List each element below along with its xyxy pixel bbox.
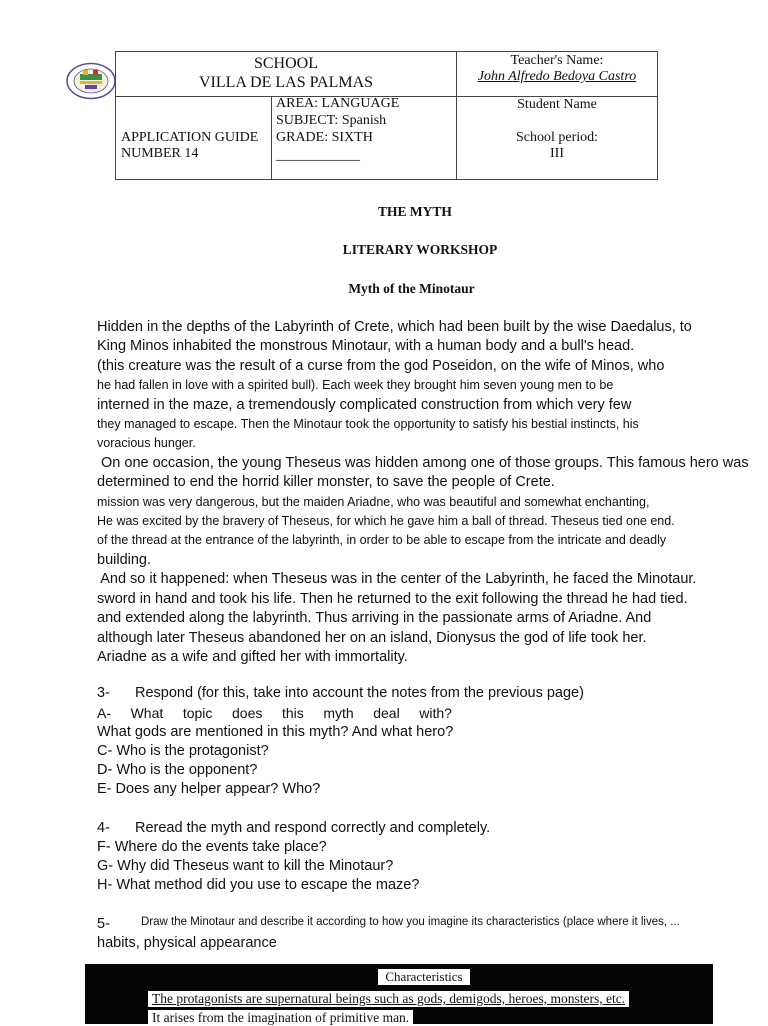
section3-heading: Respond (for this, take into account the notes from the previous page) (135, 685, 584, 701)
story-line: of the thread at the entrance of the labyrinth, in order to be able to escape from the intricate and deadly (97, 533, 667, 548)
period-label: School period: (515, 130, 599, 145)
story-line: Hidden in the depths of the Labyrinth of Crete, which had been built by the wise Daedalus, to (97, 319, 692, 335)
story-line: sword in hand and took his life. Then he returned to the exit following the thread he had tied. (97, 590, 688, 607)
question-b: What gods are mentioned in this myth? And what hero? (97, 724, 454, 740)
question-g: G- Why did Theseus want to kill the Minotaur? (97, 858, 394, 874)
characteristics-line: The protagonists are supernatural beings such as gods, demigods, heroes, monsters, etc. (148, 991, 629, 1007)
question-a-word: deal (373, 705, 400, 721)
section5-number: 5- (97, 916, 110, 932)
story-line: mission was very dangerous, but the maiden Ariadne, who was beautiful and somewhat enchanting, (97, 494, 650, 509)
title-minotaur: Myth of the Minotaur (348, 281, 475, 296)
question-e: E- Does any helper appear? Who? (97, 781, 321, 797)
story-line: (this creature was the result of a curse from the god Poseidon, on the wife of Minos, who (97, 357, 665, 374)
question-a-word: with? (419, 705, 452, 721)
school-name: VILLA DE LAS PALMAS (198, 74, 374, 91)
story-line: Ariadne as a wife and gifted her with immortality. (97, 648, 408, 665)
question-a-word: topic (182, 705, 213, 721)
question-c: C- Who is the protagonist? (97, 743, 269, 759)
section5-line2: habits, physical appearance (97, 935, 277, 951)
table-divider (271, 96, 272, 180)
story-line: interned in the maze, a tremendously complicated construction from which very few (97, 396, 632, 413)
story-line: he had fallen in love with a spirited bull). Each week they brought him seven young men to be (97, 378, 614, 393)
section5-heading: Draw the Minotaur and describe it according to how you imagine its characteristics (place where it lives, ... (141, 916, 680, 928)
question-d: D- Who is the opponent? (97, 762, 258, 778)
story-line: King Minos inhabited the monstrous Minotaur, with a human body and a bull's head. (97, 338, 635, 355)
section4-heading: Reread the myth and respond correctly and completely. (135, 820, 491, 836)
question-a-word: does (232, 705, 263, 721)
blank-line: ____________ (276, 148, 360, 163)
story-line: determined to end the horrid killer monster, to save the people of Crete. (97, 474, 555, 491)
school-label: SCHOOL (253, 55, 318, 72)
school-crest-icon (66, 62, 116, 100)
period-value: III (550, 146, 564, 161)
story-line: And so it happened: when Theseus was in the center of the Labyrinth, he faced the Minotaur. (97, 571, 697, 588)
characteristics-line: It arises from the imagination of primitive man. (148, 1010, 413, 1026)
guide-number: NUMBER 14 (121, 146, 199, 161)
question-a (97, 705, 452, 721)
header-table (115, 51, 658, 180)
title-myth: THE MYTH (378, 204, 452, 219)
story-line: On one occasion, the young Theseus was hidden among one of those groups. This famous hero was (97, 454, 749, 471)
story-line: He was excited by the bravery of Theseus, for which he gave him a ball of thread. Theseus tied one end. (97, 514, 675, 529)
story-line: voracious hunger. (97, 436, 196, 451)
title-workshop: LITERARY WORKSHOP (342, 242, 498, 257)
myth-story (97, 318, 757, 667)
guide-label: APPLICATION GUIDE (121, 130, 259, 145)
grade-text: GRADE: SIXTH (276, 130, 373, 145)
teacher-label: Teacher's Name: (510, 53, 604, 68)
story-line: and extended along the labyrinth. Thus arriving in the passionate arms of Ariadne. And (97, 610, 652, 627)
question-a-word: this (281, 705, 304, 721)
story-line: building. (97, 551, 152, 568)
question-a-label: A- (97, 705, 111, 721)
characteristics-title: Characteristics (378, 969, 470, 985)
story-line: they managed to escape. Then the Minotaur took the opportunity to satisfy his bestial instincts, his (97, 417, 639, 432)
student-label: Student Name (517, 97, 597, 112)
story-line: although later Theseus abandoned her on an island, Dionysus the god of life took her. (97, 629, 647, 646)
section3-number: 3- (97, 685, 110, 701)
area-text: AREA: LANGUAGE (276, 96, 400, 111)
question-h: H- What method did you use to escape the maze? (97, 877, 420, 893)
teacher-name: John Alfredo Bedoya Castro (477, 69, 637, 84)
question-a-word: What (130, 705, 164, 721)
subject-text: SUBJECT: Spanish (276, 113, 387, 128)
question-a-word: myth (323, 705, 354, 721)
question-f: F- Where do the events take place? (97, 839, 327, 855)
section4-number: 4- (97, 820, 110, 836)
